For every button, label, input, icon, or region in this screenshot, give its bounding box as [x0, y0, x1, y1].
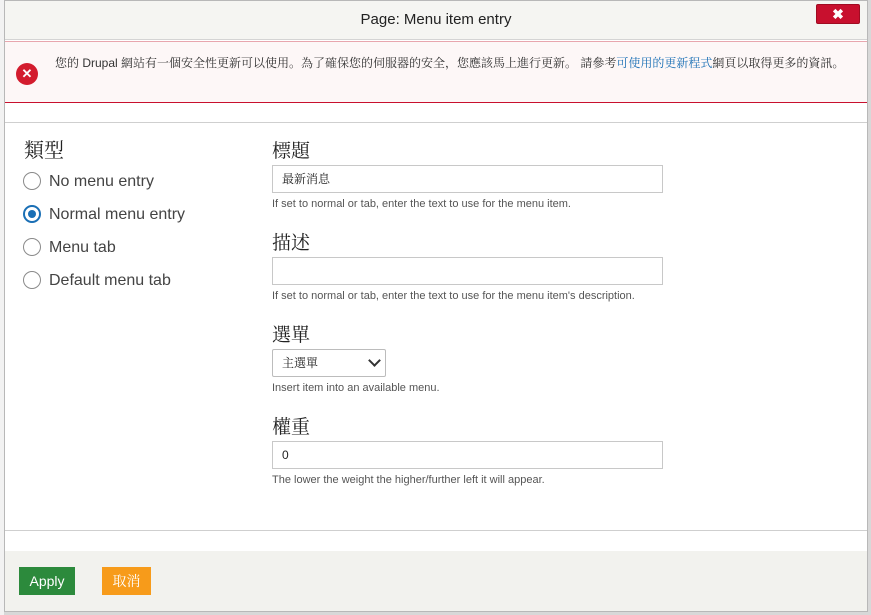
dialog-footer: [5, 551, 867, 612]
description-description: If set to normal or tab, enter the text to use for the menu item's description.: [272, 290, 635, 302]
weight-description: The lower the weight the higher/further left it will appear.: [272, 474, 545, 486]
security-update-message: [5, 41, 867, 103]
radio-circle[interactable]: [23, 271, 41, 289]
dialog-titlebar: [5, 1, 867, 40]
menu-label: 選單: [272, 325, 311, 346]
title-description: If set to normal or tab, enter the text to use for the menu item.: [272, 198, 571, 210]
radio-circle[interactable]: [23, 238, 41, 256]
error-icon: ✕: [16, 63, 38, 85]
cancel-button[interactable]: 取消: [102, 567, 151, 595]
title-label: 標題: [272, 141, 311, 162]
message-text-before: 您的 Drupal 網站有一個安全性更新可以使用。為了確保您的伺服器的安全，您應該馬上進行更新。 請參考: [55, 56, 617, 70]
menu-description: Insert item into an available menu.: [272, 382, 440, 394]
menu-select[interactable]: [272, 349, 386, 377]
radio-circle[interactable]: [23, 172, 41, 190]
description-label: 描述: [272, 233, 311, 254]
apply-button[interactable]: Apply: [19, 567, 75, 595]
available-updates-link[interactable]: 可使用的更新程式: [616, 56, 713, 70]
radio-circle[interactable]: [23, 205, 41, 223]
message-text-after: 網頁以取得更多的資訊。: [712, 56, 845, 70]
menu-item-dialog: [4, 0, 868, 612]
close-button[interactable]: [816, 4, 860, 24]
divider: [5, 122, 867, 123]
description-input[interactable]: [272, 257, 663, 285]
weight-label: 權重: [272, 417, 311, 438]
radio-label: Menu tab: [49, 239, 116, 256]
weight-input[interactable]: 0: [272, 441, 663, 469]
menu-select-value: 主選單: [282, 356, 319, 370]
title-input[interactable]: 最新消息: [272, 165, 663, 193]
message-text: [55, 54, 865, 73]
chevron-down-icon: [368, 354, 381, 367]
divider: [5, 530, 867, 531]
type-heading: 類型: [24, 140, 64, 162]
radio-label: Default menu tab: [49, 272, 171, 289]
close-icon: ✖: [832, 6, 844, 22]
radio-label: No menu entry: [49, 173, 154, 190]
dialog-title: Page: Menu item entry: [360, 11, 512, 28]
radio-label: Normal menu entry: [49, 206, 186, 223]
